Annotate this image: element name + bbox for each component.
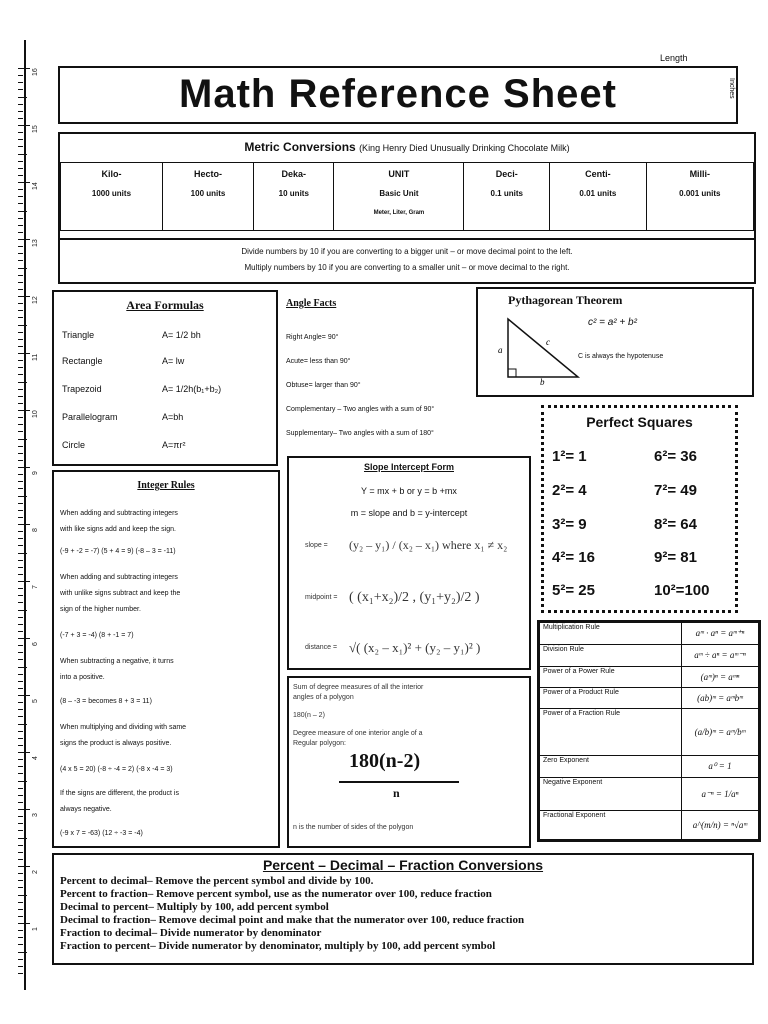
ruler-tick — [18, 203, 23, 204]
exponent-rule: Division Rule — [540, 645, 682, 667]
metric-prefix: Centi- — [585, 169, 611, 179]
integer-line: (8 – -3 = becomes 8 + 3 = 11) — [60, 698, 152, 705]
ruler-tick — [18, 624, 23, 625]
ruler-tick — [18, 959, 23, 960]
ruler-tick — [18, 887, 23, 888]
metric-cell — [464, 163, 550, 231]
ruler-tick — [18, 75, 23, 76]
area-formula: A= 1/2 bh — [162, 330, 201, 340]
ruler-tick — [18, 724, 27, 725]
exponent-rule: Fractional Exponent — [540, 811, 682, 840]
side-tag: Inches — [728, 78, 736, 99]
ruler-tick — [18, 104, 23, 105]
interior-line: 180(n – 2) — [293, 712, 325, 719]
metric-prefix: Milli- — [689, 169, 711, 179]
fraction-bar — [339, 781, 459, 783]
square-item: 10²=100 — [654, 582, 710, 599]
ruler-tick — [18, 68, 30, 69]
ruler-tick — [18, 510, 23, 511]
ruler-tick — [18, 645, 23, 646]
ruler-tick — [18, 859, 23, 860]
metric-note: Multiply numbers by 10 if you are converting to a smaller unit – or move decimal to the right. — [244, 263, 570, 272]
metric-conversions — [58, 132, 756, 284]
ruler-tick — [18, 225, 23, 226]
integer-line: (-9 + -2 = -7) (5 + 4 = 9) (-8 – 3 = -11) — [60, 548, 176, 555]
metric-cell — [61, 163, 163, 231]
ruler-tick — [18, 845, 23, 846]
square-item: 3²= 9 — [552, 516, 587, 533]
pythagorean-theorem — [476, 287, 754, 397]
angle-facts — [282, 290, 472, 450]
ruler-tick — [18, 866, 30, 867]
interior-denominator: n — [393, 786, 400, 800]
metric-prefix: Hecto- — [194, 169, 223, 179]
ruler-tick — [18, 823, 23, 824]
slope-formula — [305, 538, 508, 552]
metric-mnemonic: (King Henry Died Unusually Drinking Chocolate Milk) — [359, 143, 570, 153]
area-shape: Rectangle — [62, 356, 103, 366]
area-title: Area Formulas — [126, 298, 204, 312]
integer-line: with like signs add and keep the sign. — [60, 526, 176, 533]
ruler-tick — [18, 709, 23, 710]
ruler-tick — [18, 695, 30, 696]
integer-line: with unlike signs subtract and keep the — [60, 590, 181, 597]
integer-line: into a positive. — [60, 674, 105, 681]
interior-numerator: 180(n-2) — [349, 750, 421, 772]
ruler-tick — [18, 702, 23, 703]
area-formula: A=πr² — [162, 440, 186, 450]
interior-line: Degree measure of one interior angle of a — [293, 730, 423, 737]
ruler-tick — [18, 545, 23, 546]
area-shape: Trapezoid — [62, 384, 102, 394]
ruler-number: 3 — [32, 813, 39, 817]
pyth-formula: c² = a² + b² — [588, 317, 637, 328]
ruler-tick — [18, 410, 30, 411]
ruler-number: 9 — [32, 471, 39, 475]
length-label: Length — [660, 53, 688, 63]
interior-line: Sum of degree measures of all the interior — [293, 684, 424, 691]
ruler-tick — [18, 439, 27, 440]
ruler — [18, 40, 46, 990]
table-row — [540, 755, 759, 777]
ruler-tick — [18, 196, 23, 197]
ruler-number: 16 — [32, 68, 39, 76]
table-row — [540, 688, 759, 709]
ruler-tick — [18, 282, 23, 283]
metric-prefix: Kilo- — [101, 169, 122, 179]
area-row — [62, 412, 184, 422]
angle-line: Acute= less than 90° — [286, 358, 351, 365]
integer-line: (4 x 5 = 20) (-8 ÷ -4 = 2) (-8 x -4 = 3) — [60, 766, 173, 773]
ruler-tick — [18, 681, 23, 682]
ruler-tick — [18, 89, 23, 90]
metric-notes — [60, 238, 754, 284]
ruler-tick — [18, 610, 27, 611]
ruler-tick — [18, 253, 23, 254]
label-a: a — [498, 345, 503, 355]
ruler-tick — [18, 524, 30, 525]
ruler-tick — [18, 310, 23, 311]
ruler-tick — [18, 218, 23, 219]
ruler-tick — [18, 503, 23, 504]
ruler-tick — [18, 467, 30, 468]
ruler-number: 13 — [32, 239, 39, 247]
ruler-tick — [18, 211, 27, 212]
ruler-tick — [18, 745, 23, 746]
ruler-tick — [18, 781, 27, 782]
ruler-tick — [18, 374, 23, 375]
ruler-tick — [18, 239, 30, 240]
metric-table — [60, 162, 754, 231]
table-row — [540, 811, 759, 840]
integer-line: When adding and subtracting integers — [60, 510, 178, 517]
ruler-tick — [18, 937, 23, 938]
ruler-tick — [18, 752, 30, 753]
angle-line: Complementary – Two angles with a sum of 90° — [286, 406, 435, 413]
ruler-tick — [18, 602, 23, 603]
midpoint-label: midpoint = — [305, 594, 338, 601]
ruler-number: 1 — [32, 927, 39, 931]
ruler-tick — [18, 339, 23, 340]
ruler-tick — [18, 189, 23, 190]
area-row — [62, 384, 222, 394]
table-row — [540, 708, 759, 755]
ruler-tick — [18, 731, 23, 732]
square-item: 5²= 25 — [552, 582, 595, 599]
square-item: 1²= 1 — [552, 448, 587, 465]
ruler-number: 10 — [32, 410, 39, 418]
exponent-rule: Power of a Fraction Rule — [540, 708, 682, 755]
exponent-rule: Negative Exponent — [540, 778, 682, 811]
ruler-tick — [18, 325, 27, 326]
ruler-tick — [18, 659, 23, 660]
ruler-tick — [18, 382, 27, 383]
square-item: 6²= 36 — [654, 448, 697, 465]
integer-line: always negative. — [60, 806, 112, 813]
midpoint-formula — [305, 590, 480, 605]
exponent-expr: (a/b)ᵐ = aᵐ/bᵐ — [682, 708, 759, 755]
distance-expression: √( (x₂ – x₁)² + (y₂ – y₁)² ) — [349, 640, 481, 655]
area-shape: Circle — [62, 440, 86, 450]
ruler-tick — [18, 175, 23, 176]
ruler-tick — [18, 652, 23, 653]
ruler-tick — [18, 132, 23, 133]
ruler-tick — [18, 773, 23, 774]
ruler-tick — [18, 852, 23, 853]
slope-line: Y = mx + b or y = b +mx — [361, 486, 457, 496]
table-row — [540, 667, 759, 688]
ruler-tick — [18, 795, 23, 796]
conversion-line: Fraction to decimal– Divide numerator by denominator — [60, 927, 322, 939]
ruler-tick — [18, 460, 23, 461]
ruler-tick — [18, 332, 23, 333]
ruler-number: 12 — [32, 296, 39, 304]
ruler-tick — [18, 581, 30, 582]
integer-line: When multiplying and dividing with same — [60, 724, 187, 731]
ruler-tick — [18, 966, 23, 967]
angle-title: Angle Facts — [286, 298, 337, 309]
ruler-tick — [18, 802, 23, 803]
ruler-tick — [18, 496, 27, 497]
ruler-tick — [18, 303, 23, 304]
ruler-tick — [18, 595, 23, 596]
ruler-tick — [18, 930, 23, 931]
pyth-title: Pythagorean Theorem — [508, 293, 623, 307]
ruler-tick — [18, 880, 23, 881]
metric-value: Basic Unit — [379, 189, 419, 198]
ruler-number: 7 — [32, 585, 39, 589]
metric-cell — [162, 163, 253, 231]
exponent-rule: Zero Exponent — [540, 755, 682, 777]
integer-line: When subtracting a negative, it turns — [60, 658, 174, 665]
ruler-tick — [18, 97, 27, 98]
angle-line: Obtuse= larger than 90° — [286, 382, 361, 389]
ruler-tick — [18, 788, 23, 789]
ruler-tick — [18, 952, 27, 953]
ruler-tick — [18, 716, 23, 717]
ruler-number: 15 — [32, 125, 39, 133]
ruler-tick — [18, 809, 30, 810]
slope-title: Slope Intercept Form — [363, 462, 454, 472]
ruler-tick — [18, 873, 23, 874]
ruler-tick — [18, 182, 30, 183]
ruler-tick — [18, 688, 23, 689]
ruler-tick — [18, 474, 23, 475]
square-item: 7²= 49 — [654, 482, 697, 499]
exponent-expr: a⁻ⁿ = 1/aⁿ — [682, 778, 759, 811]
ruler-tick — [18, 553, 27, 554]
ruler-tick — [18, 246, 23, 247]
ruler-tick — [18, 830, 23, 831]
ruler-tick — [18, 353, 30, 354]
area-formula: A=bh — [162, 412, 184, 422]
exponent-rule: Multiplication Rule — [540, 623, 682, 645]
ruler-tick — [18, 431, 23, 432]
ruler-tick — [18, 574, 23, 575]
conversion-line: Fraction to percent– Divide numerator by denominator, multiply by 100, add percent symbol — [60, 940, 496, 952]
ruler-number: 4 — [32, 756, 39, 760]
metric-value: 1000 units — [91, 189, 132, 198]
ruler-tick — [18, 146, 23, 147]
ruler-tick — [18, 816, 23, 817]
ruler-tick — [18, 275, 23, 276]
exponent-expr: (aᵐ)ⁿ = aᵐⁿ — [682, 667, 759, 688]
slope-label: slope = — [305, 542, 328, 549]
conversions-title: Percent – Decimal – Fraction Conversions — [262, 857, 544, 873]
ruler-tick — [18, 759, 23, 760]
ruler-tick — [18, 567, 23, 568]
area-formula: A= 1/2h(b₁+b₂) — [162, 384, 222, 394]
ruler-tick — [18, 139, 23, 140]
perfect-squares — [541, 405, 738, 613]
table-row — [540, 645, 759, 667]
metric-example: Meter, Liter, Gram — [373, 210, 425, 216]
ruler-tick — [18, 488, 23, 489]
ruler-tick — [18, 168, 23, 169]
ruler-tick — [18, 389, 23, 390]
ruler-tick — [18, 118, 23, 119]
integer-line: When adding and subtracting integers — [60, 574, 178, 581]
ruler-number: 5 — [32, 699, 39, 703]
ruler-tick — [18, 125, 30, 126]
ruler-tick — [18, 909, 23, 910]
square-item: 2²= 4 — [552, 482, 587, 499]
metric-prefix: UNIT — [388, 169, 410, 179]
square-item: 8²= 64 — [654, 516, 697, 533]
metric-prefix: Deka- — [281, 169, 307, 179]
area-shape: Triangle — [62, 330, 95, 340]
ruler-number: 11 — [32, 353, 39, 361]
title-box — [58, 66, 738, 124]
ruler-tick — [18, 631, 23, 632]
metric-title — [60, 140, 754, 154]
distance-label: distance = — [305, 644, 338, 651]
metric-cell — [550, 163, 647, 231]
area-row — [62, 440, 186, 450]
conversion-line: Decimal to percent– Multiply by 100, add percent symbol — [60, 901, 329, 913]
integer-line: (-7 + 3 = -4) (8 + -1 = 7) — [60, 632, 134, 639]
ruler-tick — [18, 531, 23, 532]
ruler-tick — [18, 111, 23, 112]
ruler-tick — [18, 638, 30, 639]
label-b: b — [540, 377, 545, 385]
exponent-rules — [537, 620, 761, 842]
integer-line: (-9 x 7 = -63) (12 ÷ -3 = -4) — [60, 830, 143, 837]
label-c: c — [546, 337, 550, 347]
distance-formula — [305, 640, 481, 655]
ruler-number: 14 — [32, 182, 39, 190]
midpoint-expression: ( (x₁+x₂)/2 , (y₁+y₂)/2 ) — [349, 590, 480, 605]
ruler-tick — [18, 367, 23, 368]
integer-rules — [52, 470, 280, 848]
square-item: 4²= 16 — [552, 549, 595, 566]
ruler-tick — [18, 902, 23, 903]
ruler-tick — [18, 453, 23, 454]
ruler-tick — [18, 446, 23, 447]
exponent-rule: Power of a Power Rule — [540, 667, 682, 688]
metric-value: 100 units — [190, 189, 226, 198]
integer-line: signs the product is always positive. — [60, 740, 172, 747]
area-shape: Parallelogram — [62, 412, 118, 422]
ruler-tick — [18, 738, 23, 739]
ruler-tick — [18, 766, 23, 767]
ruler-tick — [18, 403, 23, 404]
ruler-tick — [18, 268, 27, 269]
metric-value: 0.1 units — [490, 189, 523, 198]
pyth-note: C is always the hypotenuse — [578, 353, 664, 360]
polygon-interior-angles — [287, 676, 531, 848]
exponent-expr: (ab)ᵐ = aᵐbᵐ — [682, 688, 759, 709]
ruler-tick — [18, 916, 23, 917]
ruler-tick — [18, 838, 27, 839]
exponent-expr: a⁰ = 1 — [682, 755, 759, 777]
ruler-tick — [18, 588, 23, 589]
ruler-tick — [18, 396, 23, 397]
conversion-line: Decimal to fraction– Remove decimal point and make that the numerator over 100, reduce fraction — [60, 914, 525, 926]
ruler-tick — [18, 538, 23, 539]
ruler-tick — [18, 617, 23, 618]
ruler-tick — [18, 161, 23, 162]
exponent-rule: Power of a Product Rule — [540, 688, 682, 709]
ruler-tick — [18, 417, 23, 418]
integers-title: Integer Rules — [137, 480, 195, 491]
ruler-tick — [18, 895, 27, 896]
angle-line: Supplementary– Two angles with a sum of 180° — [286, 430, 434, 437]
ruler-tick — [18, 560, 23, 561]
interior-line: Regular polygon: — [293, 740, 346, 747]
interior-line: n is the number of sides of the polygon — [293, 824, 414, 831]
exponent-expr: aᵐ ÷ aⁿ = aᵐ⁻ⁿ — [682, 645, 759, 667]
ruler-tick — [18, 289, 23, 290]
page-title: Math Reference Sheet — [179, 72, 617, 116]
metric-title-text: Metric Conversions — [244, 140, 356, 154]
metric-prefix: Deci- — [495, 169, 518, 179]
conversion-line: Percent to fraction– Remove percent symbol, use as the numerator over 100, reduce fraction — [60, 888, 492, 900]
area-formula: A= lw — [162, 356, 185, 366]
ruler-tick — [18, 481, 23, 482]
area-row — [62, 356, 185, 366]
ruler-tick — [18, 232, 23, 233]
ruler-tick — [18, 424, 23, 425]
square-item: 9²= 81 — [654, 549, 697, 566]
squares-title: Perfect Squares — [586, 414, 693, 430]
angle-line: Right Angle= 90° — [286, 334, 339, 341]
ruler-tick — [18, 360, 23, 361]
table-row — [540, 778, 759, 811]
slope-expression: (y₂ – y₁) / (x₂ – x₁) where x₁ ≠ x₂ — [349, 538, 508, 552]
exponent-expr: aᵐ · aⁿ = aᵐ⁺ⁿ — [682, 623, 759, 645]
ruler-tick — [18, 346, 23, 347]
percent-decimal-fraction-conversions — [52, 853, 754, 965]
ruler-tick — [18, 973, 23, 974]
area-row — [62, 330, 201, 340]
exponent-table — [539, 622, 759, 840]
ruler-tick — [18, 944, 23, 945]
ruler-tick — [18, 674, 23, 675]
ruler-number: 2 — [32, 870, 39, 874]
integer-line: sign of the higher number. — [60, 606, 141, 613]
interior-line: angles of a polygon — [293, 694, 354, 701]
table-row — [540, 623, 759, 645]
integer-line: If the signs are different, the product is — [60, 790, 179, 797]
ruler-tick — [18, 296, 30, 297]
ruler-tick — [18, 923, 30, 924]
metric-cell — [254, 163, 334, 231]
right-triangle-diagram — [496, 313, 586, 385]
conversion-line: Percent to decimal– Remove the percent symbol and divide by 100. — [60, 875, 374, 887]
ruler-tick — [18, 260, 23, 261]
slope-line: m = slope and b = y-intercept — [350, 508, 468, 518]
ruler-tick — [18, 154, 27, 155]
metric-cell — [334, 163, 464, 231]
exponent-expr: a^(m/n) = ⁿ√aᵐ — [682, 811, 759, 840]
metric-value: 0.001 units — [679, 189, 721, 198]
area-formulas — [52, 290, 278, 466]
metric-note: Divide numbers by 10 if you are converting to a bigger unit – or move decimal point to the left. — [241, 247, 573, 256]
ruler-tick — [18, 517, 23, 518]
metric-value: 10 units — [278, 189, 309, 198]
slope-intercept-form — [287, 456, 531, 670]
ruler-number: 6 — [32, 642, 39, 646]
metric-value: 0.01 units — [579, 189, 617, 198]
ruler-number: 8 — [32, 528, 39, 532]
ruler-tick — [18, 82, 23, 83]
ruler-tick — [18, 667, 27, 668]
ruler-tick — [18, 317, 23, 318]
metric-cell — [646, 163, 753, 231]
